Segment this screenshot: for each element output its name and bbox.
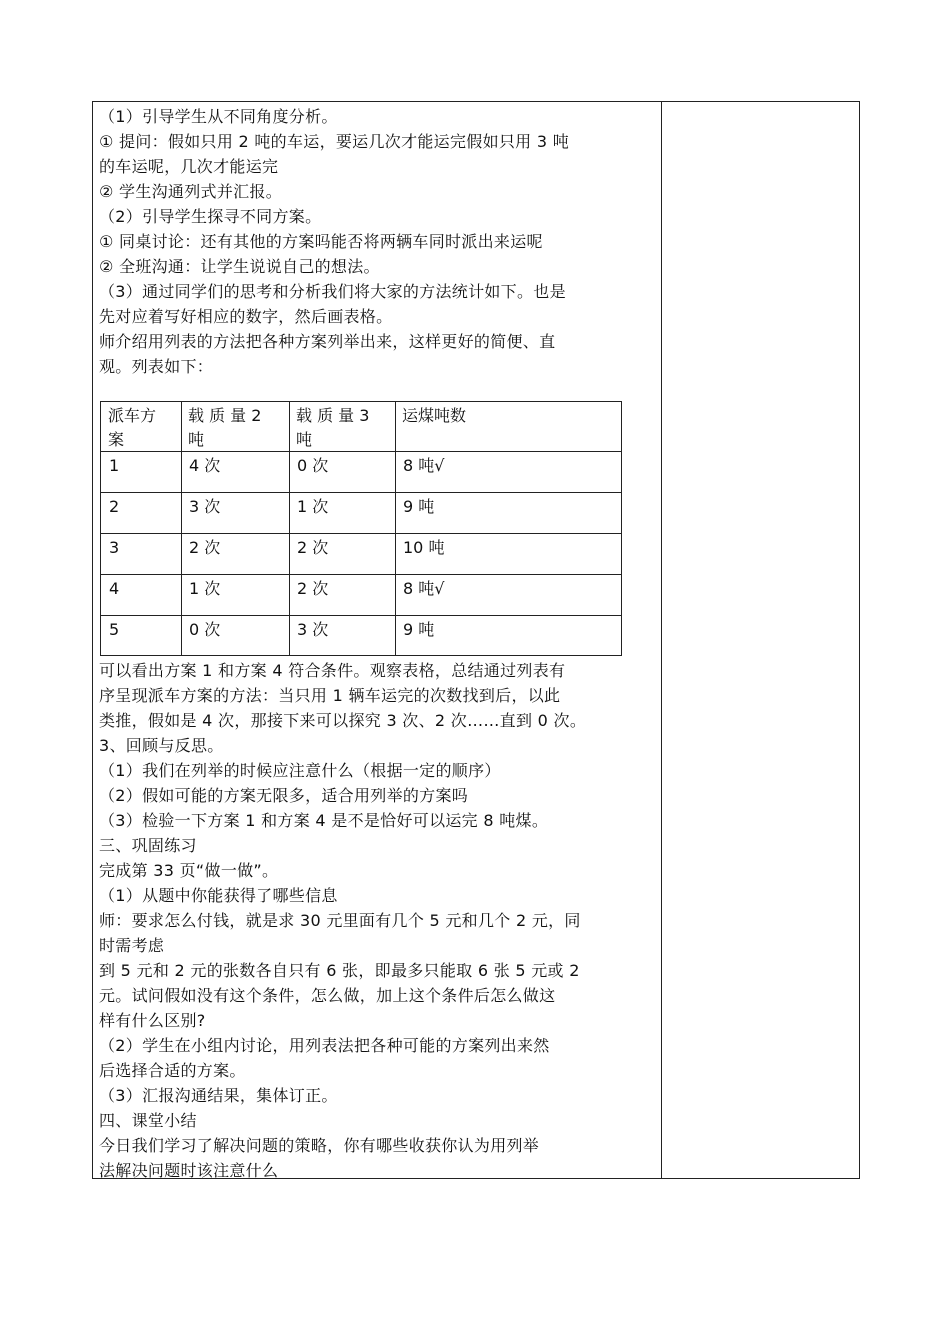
cell-3ton: 3 次: [297, 620, 329, 639]
cell-plan: 4: [109, 579, 120, 598]
table-row: [101, 534, 621, 575]
header-line: 案: [108, 430, 125, 449]
cell-2ton: 0 次: [189, 620, 221, 639]
header-plan: [101, 402, 181, 452]
text-line: 样有什么区别?: [99, 1011, 206, 1030]
cell-2ton: 1 次: [189, 579, 221, 598]
text-line: ② 学生沟通列式并汇报。: [99, 182, 283, 201]
text-line: （2）引导学生探寻不同方案。: [99, 207, 322, 226]
cell-plan: 2: [109, 497, 120, 516]
header-line: 吨: [188, 430, 205, 449]
header-line: 吨: [296, 430, 313, 449]
text-line: （3）检验一下方案 1 和方案 4 是不是恰好可以运完 8 吨煤。: [99, 811, 549, 830]
cell-2ton: 3 次: [189, 497, 221, 516]
cell-tons: 10 吨: [403, 538, 445, 557]
cell-plan: 5: [109, 620, 120, 639]
text-line: 四、课堂小结: [99, 1111, 197, 1130]
text-line: 序呈现派车方案的方法：当只用 1 辆车运完的次数找到后，以此: [99, 686, 561, 705]
table-row: [101, 452, 621, 493]
text-line: 师：要求怎么付钱，就是求 30 元里面有几个 5 元和几个 2 元，同: [99, 911, 581, 930]
table-row: [101, 493, 621, 534]
header-line: 派车方: [108, 406, 157, 425]
text-line: 的车运呢，几次才能运完: [99, 157, 279, 176]
cell-2ton: 4 次: [189, 456, 221, 475]
text-line: 3、回顾与反思。: [99, 736, 224, 755]
cell-3ton: 2 次: [297, 579, 329, 598]
text-line: 时需考虑: [99, 936, 165, 955]
table-row: [101, 616, 621, 657]
header-2ton: [181, 402, 289, 452]
cell-3ton: 1 次: [297, 497, 329, 516]
lesson-content-bottom: [99, 658, 655, 1183]
cell-2ton: 2 次: [189, 538, 221, 557]
header-line: 载 质 量 3: [296, 406, 370, 425]
table-row: [101, 575, 621, 616]
text-line: （1）我们在列举的时候应注意什么（根据一定的顺序）: [99, 761, 501, 780]
cell-plan: 1: [109, 456, 120, 475]
text-line: ① 提问：假如只用 2 吨的车运，要运几次才能运完假如只用 3 吨: [99, 132, 570, 151]
text-line: 师介绍用列表的方法把各种方案列举出来，这样更好的简便、直: [99, 332, 556, 351]
text-line: （1）从题中你能获得了哪些信息: [99, 886, 338, 905]
text-line: ② 全班沟通：让学生说说自己的想法。: [99, 257, 380, 276]
dispatch-plan-table: [100, 401, 622, 656]
cell-tons: 9 吨: [403, 497, 435, 516]
text-line: 完成第 33 页“做一做”。: [99, 861, 279, 880]
header-3ton: [289, 402, 395, 452]
text-line: 三、巩固练习: [99, 836, 197, 855]
text-line: 先对应着写好相应的数字，然后画表格。: [99, 307, 393, 326]
text-line: 今日我们学习了解决问题的策略，你有哪些收获你认为用列举: [99, 1136, 540, 1155]
cell-tons: 8 吨√: [403, 456, 445, 475]
text-line: 可以看出方案 1 和方案 4 符合条件。观察表格，总结通过列表有: [99, 661, 566, 680]
table-column-line: [181, 402, 182, 655]
cell-tons: 9 吨: [403, 620, 435, 639]
lesson-content-top: [99, 104, 655, 379]
cell-3ton: 0 次: [297, 456, 329, 475]
text-line: （2）假如可能的方案无限多，适合用列举的方案吗: [99, 786, 469, 805]
text-line: 元。试问假如没有这个条件，怎么做，加上这个条件后怎么做这: [99, 986, 556, 1005]
table-header-row: [101, 402, 621, 452]
text-line: （2）学生在小组内讨论，用列表法把各种可能的方案列出来然: [99, 1036, 550, 1055]
text-line: （3）汇报沟通结果，集体订正。: [99, 1086, 338, 1105]
text-line: 观。列表如下：: [99, 357, 214, 376]
text-line: 法解决问题时该注意什么: [99, 1161, 279, 1180]
header-coal-tons: [395, 402, 621, 452]
table-column-line: [289, 402, 290, 655]
cell-plan: 3: [109, 538, 120, 557]
text-line: （3）通过同学们的思考和分析我们将大家的方法统计如下。也是: [99, 282, 566, 301]
column-divider: [661, 102, 662, 1178]
lesson-plan-table: [92, 101, 860, 1179]
text-line: 到 5 元和 2 元的张数各自只有 6 张，即最多只能取 6 张 5 元或 2: [99, 961, 580, 980]
table-column-line: [395, 402, 396, 655]
header-line: 载 质 量 2: [188, 406, 262, 425]
text-line: 类推，假如是 4 次，那接下来可以探究 3 次、2 次……直到 0 次。: [99, 711, 587, 730]
cell-tons: 8 吨√: [403, 579, 445, 598]
text-line: 后选择合适的方案。: [99, 1061, 246, 1080]
text-line: ① 同桌讨论：还有其他的方案吗能否将两辆车同时派出来运呢: [99, 232, 543, 251]
text-line: （1）引导学生从不同角度分析。: [99, 107, 338, 126]
header-line: 运煤吨数: [402, 406, 467, 425]
cell-3ton: 2 次: [297, 538, 329, 557]
